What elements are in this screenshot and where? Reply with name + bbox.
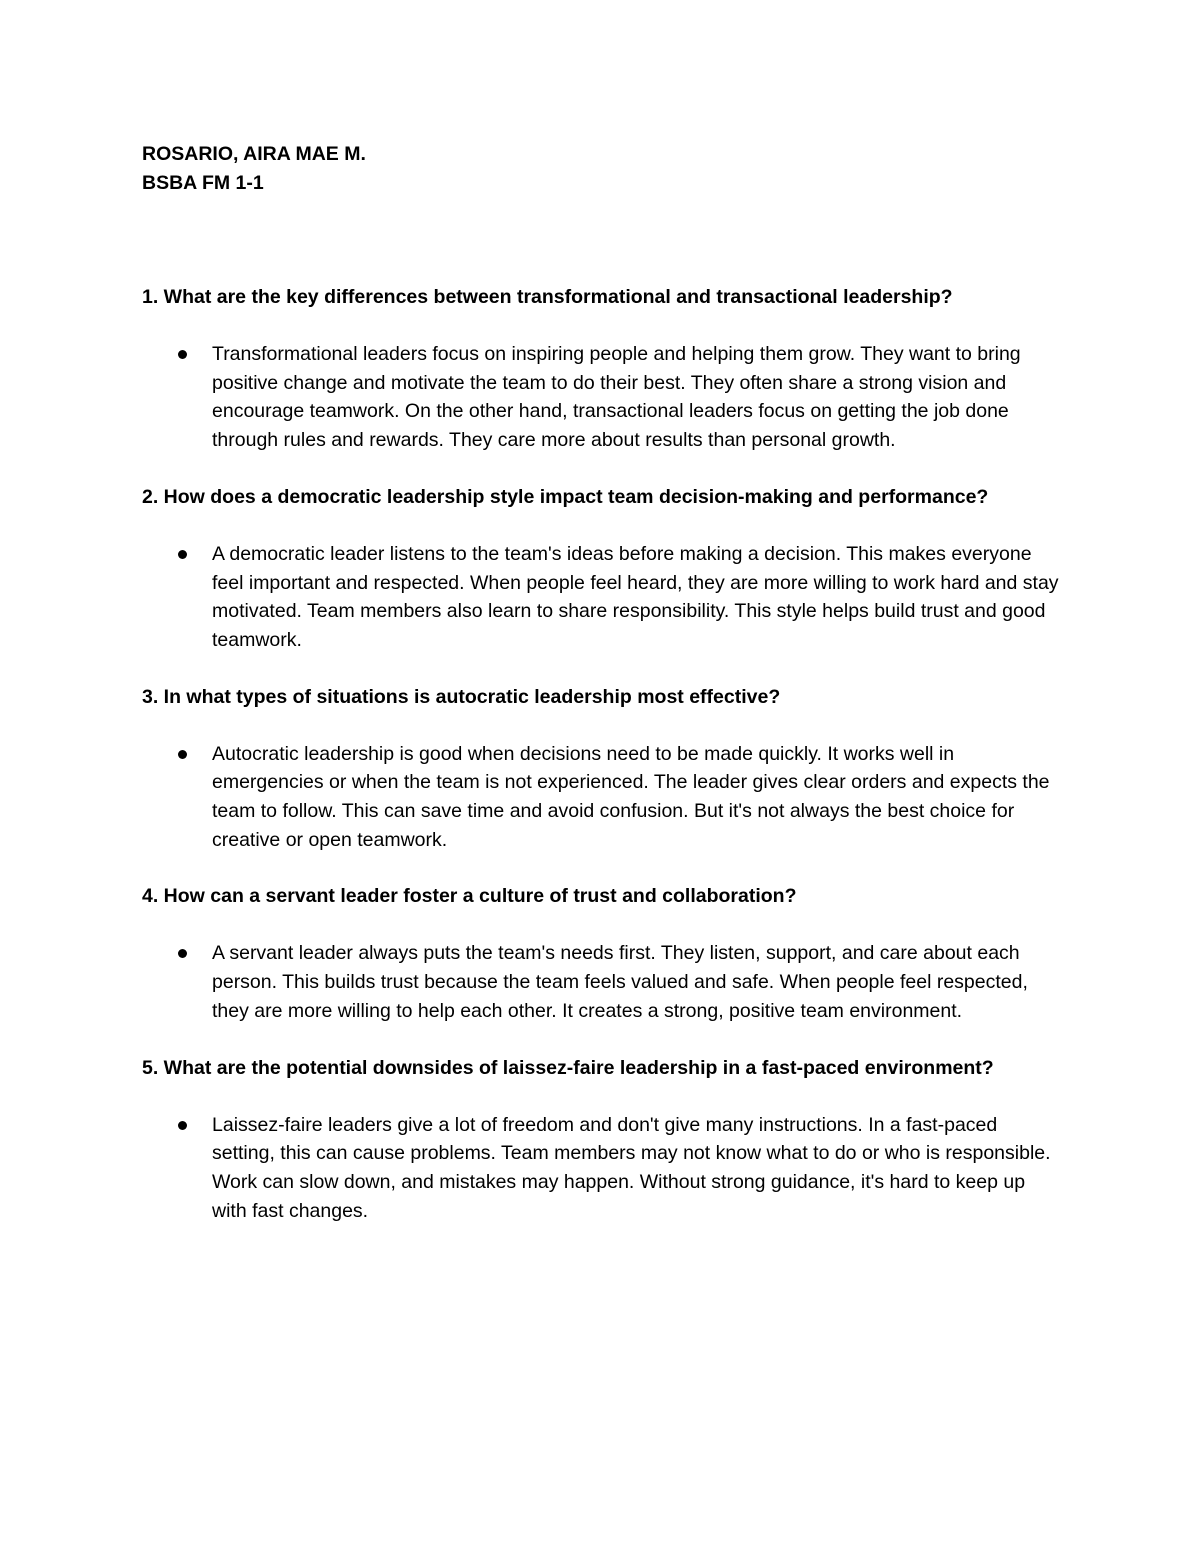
answer-3 — [142, 740, 1064, 855]
answer-list-1 — [142, 340, 1072, 455]
answer-5 — [142, 1111, 1064, 1226]
answer-list-2 — [142, 540, 1072, 655]
answer-list-3 — [142, 740, 1072, 855]
answer-2 — [142, 540, 1064, 655]
answer-text: A servant leader always puts the team's needs first. They listen, support, and care about each person. This builds trust because the team feels valued and safe. When people feel respected, they are more willing to help each other. It creates a strong, positive team environment. — [212, 942, 1028, 1022]
answer-text: Transformational leaders focus on inspiring people and helping them grow. They want to bring positive change and motivate the team to do their best. They often share a strong vision and encourage teamwork. On the other hand, transactional leaders focus on getting the job done through rules and rewards. They care more about results than personal growth. — [212, 343, 1021, 452]
answer-list-5 — [142, 1111, 1072, 1226]
student-name: ROSARIO, AIRA MAE M. — [142, 143, 366, 165]
bullet-icon — [178, 550, 187, 559]
question-3: 3. In what types of situations is autocratic leadership most effective? — [142, 685, 781, 708]
answer-1 — [142, 340, 1064, 455]
answer-text: Autocratic leadership is good when decisions need to be made quickly. It works well in emergencies or when the team is not experienced. The leader gives clear orders and expects the team to follow. This can save time and avoid confusion. But it's not always the best choice for creative or open teamwork. — [212, 742, 1050, 851]
bullet-icon — [178, 750, 187, 759]
qa-block-3 — [142, 683, 1072, 883]
answer-text: A democratic leader listens to the team's ideas before making a decision. This makes everyone feel important and respected. When people feel heard, they are more willing to work hard and stay motivated. Team members also learn to share responsibility. This style helps build trust and good teamwork. — [212, 542, 1059, 651]
document-page — [142, 140, 1072, 1225]
answer-4 — [142, 939, 1064, 1025]
header-spacer — [142, 198, 1072, 283]
question-5: 5. What are the potential downsides of laissez-faire leadership in a fast-paced environment? — [142, 1056, 994, 1079]
qa-block-2 — [142, 483, 1072, 683]
answer-list-4 — [142, 939, 1072, 1025]
qa-block-1 — [142, 283, 1072, 483]
question-1: 1. What are the key differences between transformational and transactional leadership? — [142, 286, 953, 308]
student-section: BSBA FM 1-1 — [142, 172, 264, 194]
bullet-icon — [178, 1121, 187, 1130]
answer-text: Laissez-faire leaders give a lot of freedom and don't give many instructions. In a fast-paced setting, this can cause problems. Team members may not know what to do or who is responsible. Work can slow down, and mistakes may happen. Without strong guidance, it's hard to keep up with fast changes. — [212, 1113, 1051, 1222]
qa-block-5 — [142, 1054, 1072, 1226]
bullet-icon — [178, 350, 187, 359]
qa-block-4 — [142, 882, 1072, 1053]
bullet-icon — [178, 949, 187, 958]
question-4: 4. How can a servant leader foster a culture of trust and collaboration? — [142, 885, 797, 908]
question-2: 2. How does a democratic leadership style impact team decision-making and performance? — [142, 485, 989, 508]
